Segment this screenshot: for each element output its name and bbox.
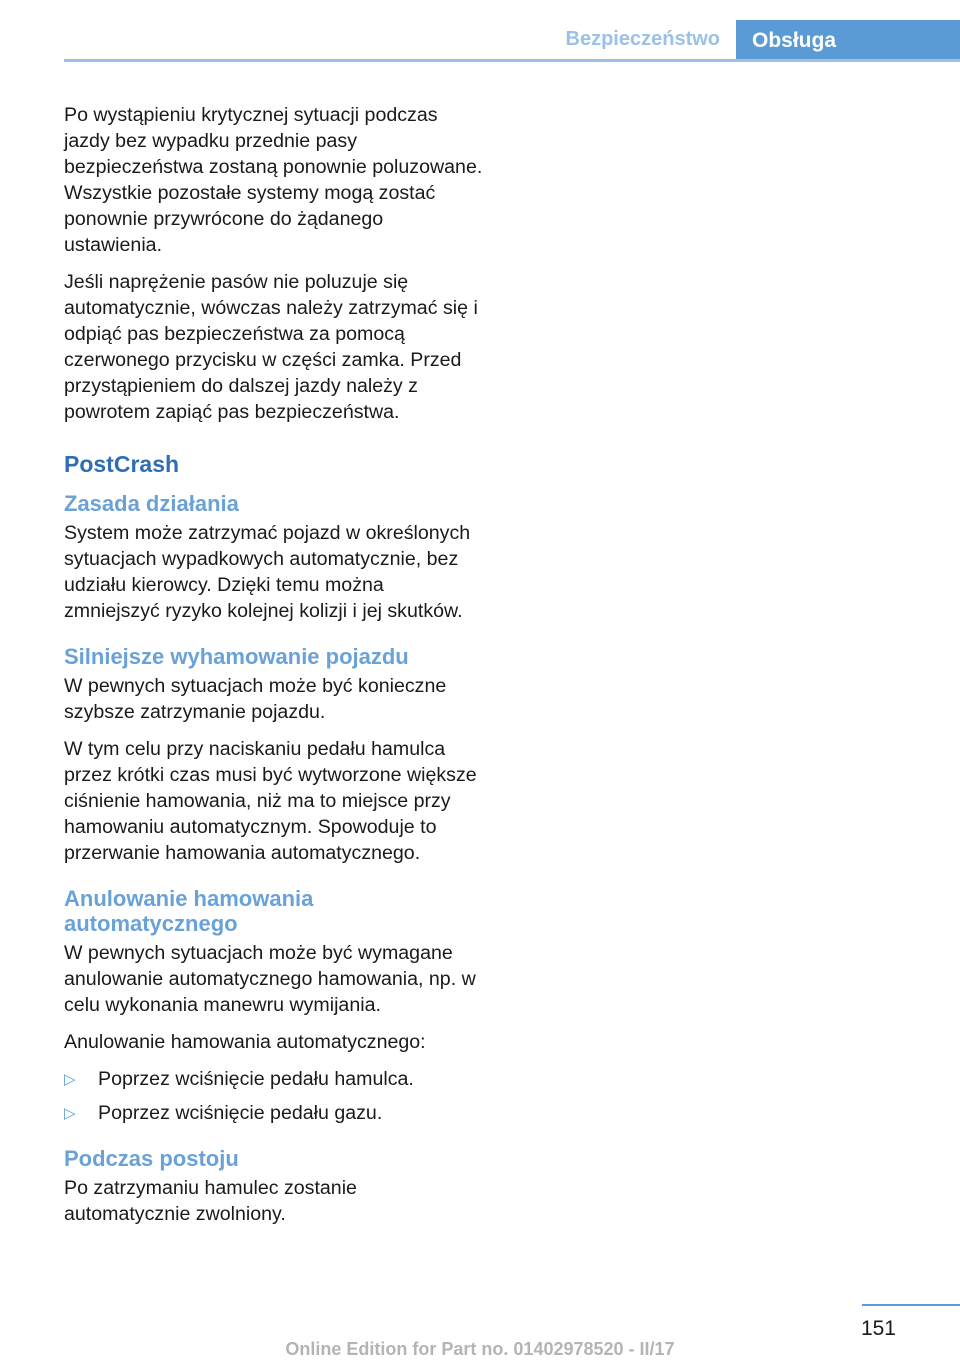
list-item (64, 1066, 484, 1092)
heading-line: automatycznego (64, 911, 238, 936)
heading-line: Anulowanie hamowania (64, 886, 314, 911)
section-heading: PostCrash (64, 451, 180, 477)
bullet-list (64, 1066, 484, 1126)
subsection-heading: Zasada działania (64, 491, 239, 516)
header-rule (64, 59, 960, 62)
page-header (0, 0, 960, 62)
paragraph: W pewnych sytuacjach może być konieczne szybsze zatrzymanie pojazdu. (64, 675, 447, 723)
section-label: Bezpieczeństwo (565, 28, 720, 50)
paragraph: System może zatrzymać pojazd w określonych sytuacjach wypadkowych automatycznie, bez udziału kierowcy. Dzięki temu można zmniejszyć ryzyko kolejnej kolizji i jej skutków. (64, 522, 471, 622)
paragraph: W pewnych sytuacjach może być wymagane anulowanie automatycznego hamowania, np. w celu wykonania manewru wymijania. (64, 942, 476, 1016)
subsection-heading (64, 886, 484, 936)
paragraph: Jeśli naprężenie pasów nie poluzuje się automatycznie, wówczas należy zatrzymać się i odpiąć pas bezpieczeństwa za pomocą czerwonego przycisku w części zamka. Przed przystąpieniem do dalszej jazdy należy z powrotem zapiąć pas bezpieczeństwa. (64, 271, 478, 423)
chapter-tab: Obsługa (736, 20, 960, 62)
paragraph: Po wystąpieniu krytycznej sytuacji podczas jazdy bez wypadku przednie pasy bezpieczeństwa zostaną ponownie poluzowane. Wszystkie pozostałe systemy mogą zostać ponownie przywrócone do żądanego ustawienia. (64, 104, 483, 256)
subsection-heading: Podczas postoju (64, 1146, 239, 1171)
paragraph: W tym celu przy naciskaniu pedału hamulca przez krótki czas musi być wytworzone większe ciśnienie hamowania, niż ma to miejsce przy hamowaniu automatycznym. Spowoduje to przerwanie hamowania automatycznego. (64, 738, 477, 864)
paragraph: Anulowanie hamowania automatycznego: (64, 1031, 426, 1053)
subsection-heading: Silniejsze wyhamowanie pojazdu (64, 644, 409, 669)
page-number: 151 (860, 1317, 896, 1340)
list-item-text: Poprzez wciśnięcie pedału gazu. (98, 1102, 383, 1124)
paragraph: Po zatrzymaniu hamulec zostanie automatycznie zwolniony. (64, 1177, 357, 1225)
edition-note: Online Edition for Part no. 01402978520 - II/17 (285, 1339, 675, 1359)
list-item-text: Poprzez wciśnięcie pedału hamulca. (98, 1068, 414, 1090)
triangle-bullet-icon: ▷ (64, 1105, 76, 1122)
main-content (64, 102, 484, 1238)
footer-rule (862, 1304, 960, 1306)
triangle-bullet-icon: ▷ (64, 1071, 76, 1088)
list-item (64, 1100, 484, 1126)
